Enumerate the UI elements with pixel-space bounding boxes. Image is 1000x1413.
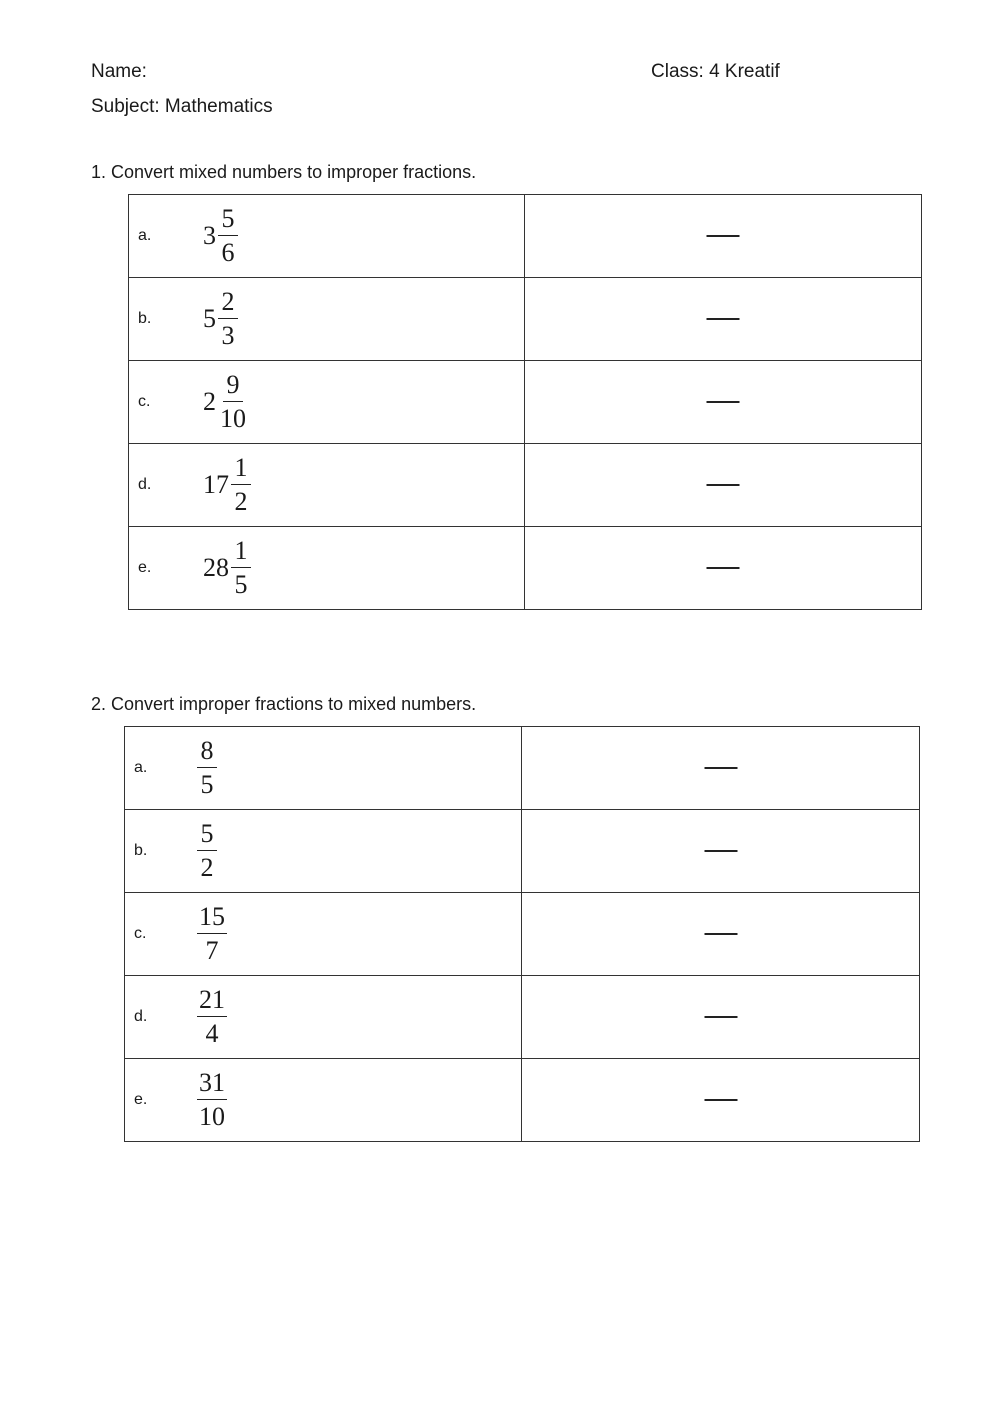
answer-fraction-line xyxy=(707,401,740,403)
question-cell xyxy=(125,1059,522,1142)
answer-fraction-line xyxy=(707,484,740,486)
table-row xyxy=(125,810,920,893)
item-letter: c. xyxy=(134,925,147,942)
denominator: 2 xyxy=(200,853,214,882)
denominator: 5 xyxy=(200,770,214,799)
table-row xyxy=(129,278,922,361)
item-letter: e. xyxy=(134,1091,148,1108)
numerator: 1 xyxy=(231,538,251,568)
item-letter: e. xyxy=(138,559,152,576)
numerator: 5 xyxy=(197,821,217,851)
question-2-table xyxy=(124,726,920,1142)
item-letter: a. xyxy=(134,759,148,776)
answer-cell[interactable] xyxy=(522,976,920,1059)
table-row xyxy=(129,527,922,610)
mixed-number xyxy=(203,372,248,432)
denominator: 5 xyxy=(234,570,248,599)
answer-fraction-line xyxy=(704,767,737,769)
answer-fraction-line xyxy=(704,1099,737,1101)
whole-part: 3 xyxy=(203,221,216,250)
answer-cell[interactable] xyxy=(525,195,922,278)
question-1-title: 1. Convert mixed numbers to improper fractions. xyxy=(91,162,477,182)
answer-fraction-line xyxy=(707,318,740,320)
table-row xyxy=(125,893,920,976)
whole-part: 17 xyxy=(203,470,229,499)
mixed-number xyxy=(203,206,238,266)
answer-cell[interactable] xyxy=(525,527,922,610)
denominator: 4 xyxy=(205,1019,219,1048)
question-cell xyxy=(129,278,525,361)
denominator: 7 xyxy=(205,936,219,965)
numerator: 15 xyxy=(197,904,227,934)
fraction xyxy=(197,821,217,881)
numerator: 21 xyxy=(197,987,227,1017)
denominator: 10 xyxy=(220,404,246,433)
mixed-number xyxy=(203,538,251,598)
fraction xyxy=(218,289,238,349)
numerator: 1 xyxy=(231,455,251,485)
improper-fraction xyxy=(197,738,217,798)
question-cell xyxy=(129,195,525,278)
question-cell xyxy=(129,361,525,444)
question-1-table xyxy=(128,194,922,610)
fraction xyxy=(197,904,227,964)
item-letter: d. xyxy=(138,476,152,493)
item-letter: a. xyxy=(138,227,152,244)
question-cell xyxy=(129,444,525,527)
question-cell xyxy=(125,893,522,976)
whole-part: 5 xyxy=(203,304,216,333)
improper-fraction xyxy=(197,821,217,881)
item-letter: c. xyxy=(138,393,151,410)
denominator: 2 xyxy=(234,487,248,516)
numerator: 8 xyxy=(197,738,217,768)
mixed-number xyxy=(203,455,251,515)
denominator: 3 xyxy=(221,321,235,350)
answer-cell[interactable] xyxy=(525,361,922,444)
fraction xyxy=(231,538,251,598)
answer-fraction-line xyxy=(704,933,737,935)
table-row xyxy=(125,1059,920,1142)
numerator: 2 xyxy=(218,289,238,319)
question-cell xyxy=(129,527,525,610)
answer-cell[interactable] xyxy=(525,278,922,361)
name-label: Name: xyxy=(91,61,147,82)
fraction xyxy=(197,1070,227,1130)
question-cell xyxy=(125,727,522,810)
whole-part: 28 xyxy=(203,553,229,582)
answer-cell[interactable] xyxy=(525,444,922,527)
fraction xyxy=(218,206,238,266)
numerator: 5 xyxy=(218,206,238,236)
improper-fraction xyxy=(197,1070,227,1130)
whole-part: 2 xyxy=(203,387,216,416)
table-row xyxy=(129,361,922,444)
table-row xyxy=(125,727,920,810)
answer-cell[interactable] xyxy=(522,727,920,810)
mixed-number xyxy=(203,289,238,349)
improper-fraction xyxy=(197,904,227,964)
denominator: 6 xyxy=(221,238,235,267)
class-label: Class: 4 Kreatif xyxy=(651,61,780,82)
answer-fraction-line xyxy=(707,567,740,569)
item-letter: b. xyxy=(138,310,152,327)
numerator: 31 xyxy=(197,1070,227,1100)
item-letter: b. xyxy=(134,842,148,859)
denominator: 10 xyxy=(199,1102,225,1131)
numerator: 9 xyxy=(223,372,243,402)
fraction xyxy=(231,455,251,515)
question-2-title: 2. Convert improper fractions to mixed numbers. xyxy=(91,694,477,714)
improper-fraction xyxy=(197,987,227,1047)
answer-cell[interactable] xyxy=(522,810,920,893)
answer-fraction-line xyxy=(704,1016,737,1018)
question-cell xyxy=(125,976,522,1059)
subject-label: Subject: Mathematics xyxy=(91,96,273,117)
answer-fraction-line xyxy=(704,850,737,852)
answer-fraction-line xyxy=(707,235,740,237)
answer-cell[interactable] xyxy=(522,1059,920,1142)
fraction xyxy=(197,738,217,798)
item-letter: d. xyxy=(134,1008,148,1025)
table-row xyxy=(129,444,922,527)
answer-cell[interactable] xyxy=(522,893,920,976)
fraction xyxy=(197,987,227,1047)
table-row xyxy=(129,195,922,278)
table-row xyxy=(125,976,920,1059)
question-cell xyxy=(125,810,522,893)
fraction xyxy=(218,372,248,432)
